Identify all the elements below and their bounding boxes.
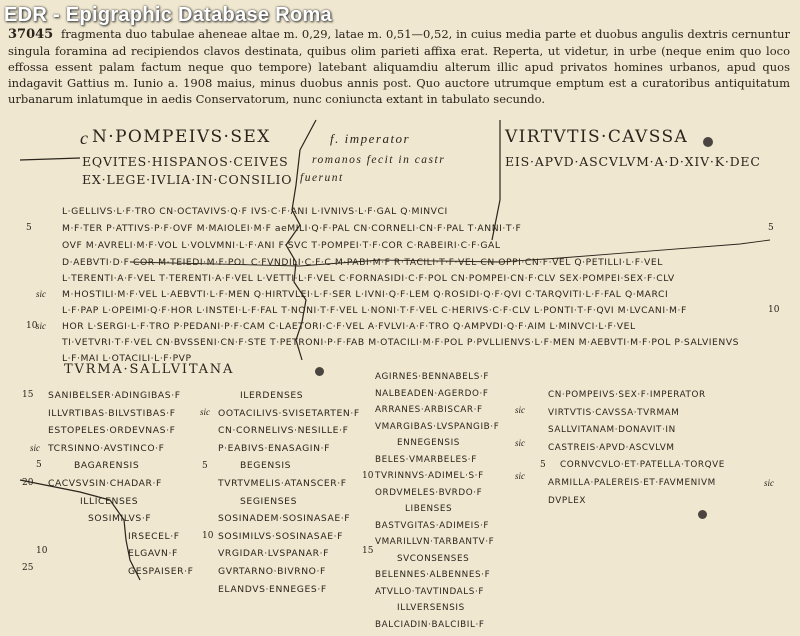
inscription-number: 37045: [8, 27, 53, 42]
line-number: 5: [202, 461, 208, 471]
line-number: 20: [22, 478, 33, 488]
consilium-row: HOR L·SERGI·L·F·TRO P·PEDANI·P·F·CAM C·LAETORI·C·F·VEL A·FVLVI·A·F·TRO Q·AMPVDI·Q·F·AIM L·MINVCI·L·F·VEL: [62, 321, 762, 332]
dedication-line: VIRTVTIS·CAVSSA·TVRMAM: [548, 408, 725, 426]
sic-mark: sic: [36, 289, 46, 299]
turma-heading: SVCONSENSES: [375, 554, 499, 571]
header-line1-name: N·POMPEIVS·SEX: [92, 127, 271, 147]
turma-entry: ORDVMELES·BVRDO·F: [375, 488, 499, 505]
turma-entry: TCRSINNO·AVSTINCO·F: [48, 443, 194, 461]
header-line1-restored: f. imperator: [330, 131, 410, 147]
turma-heading: BEGENSIS: [218, 460, 360, 478]
sic-mark: sic: [200, 407, 210, 417]
consilium-row: TI·VETVRI·T·F·VEL CN·BVSSENI·CN·F·STE T·PETRONI·P·F·FAB M·OTACILI·M·F·POL P·PVLLIENVS·L·F·MEN M·AEBVTI·M·F·POL P·SALVIENVS: [62, 337, 762, 348]
turma-entry: SOSIMILVS·SOSINASAE·F: [218, 531, 360, 549]
turma-entry: ATVLLO·TAVTINDALS·F: [375, 587, 499, 604]
turma-entry: SOSINADEM·SOSINASAE·F: [218, 513, 360, 531]
line-number: 10: [202, 531, 213, 541]
turma-entry: BELES·VMARBELES·F: [375, 455, 499, 472]
turma-entry: BASTVGITAS·ADIMEIS·F: [375, 521, 499, 538]
sic-mark: sic: [36, 321, 46, 331]
turma-entry: GESPAISER·F: [48, 566, 194, 584]
header-c: c: [80, 128, 90, 149]
turma-entry: VRGIDAR·LVSPANAR·F: [218, 548, 360, 566]
header-line1-virtutis: VIRTVTIS·CAVSSA: [505, 127, 688, 147]
consilium-row: OVF M·AVRELI·M·F·VOL L·VOLVMNI·L·F·ANI F·SVC T·POMPEI·T·F·COR C·RABEIRI·C·F·GAL: [62, 240, 762, 251]
turma-entry: OOTACILIVS·SVISETARTEN·F: [218, 408, 360, 426]
line-number: 5: [540, 460, 546, 470]
turma-title: TVRMA·SALLVITANA: [64, 362, 234, 377]
line-number: 5: [26, 223, 32, 233]
dedication-line: CASTREIS·APVD·ASCVLVM: [548, 443, 725, 461]
dedication-line: CN·POMPEIVS·SEX·F·IMPERATOR: [548, 390, 725, 408]
consilium-row: L·F·PAP L·OPEIMI·Q·F·HOR L·INSTEI·L·F·FAL T·NONI·T·F·VEL L·NONI·T·F·VEL C·HERIVS·C·F·CLV L·PONTI·T·F·QVI M·LVCANI·M·F: [62, 305, 762, 316]
dedication-line: DVPLEX: [548, 496, 725, 514]
line-number: 15: [22, 390, 33, 400]
line-number: 10: [36, 546, 47, 556]
turma-entry: ILLVRTIBAS·BILVSTIBAS·F: [48, 408, 194, 426]
turma-heading: ILLVERSENSIS: [375, 603, 499, 620]
turma-heading: ILLICENSES: [48, 496, 194, 514]
line-number: 15: [362, 546, 373, 556]
turma-entry: TVRINNVS·ADIMEL·S·F: [375, 471, 499, 488]
turma-entry: SOSIMILVS·F: [48, 513, 194, 531]
turma-heading: ENNEGENSIS: [375, 438, 499, 455]
header-line2-castreis: EIS·APVD·ASCVLVM·A·D·XIV·K·DEC: [505, 154, 761, 169]
sic-mark: sic: [764, 478, 774, 488]
turma-heading: BAGARENSIS: [48, 460, 194, 478]
consilium-row: D·AEBVTI·D·F·COR M·TEIEDI·M·F·POL C·FVNDILI·C·F·C M·PABI·M·F R·TACILI·T·F·VEL CN·OPPI·CN·F·VEL Q·PETILLI·L·F·VEL: [62, 257, 762, 268]
consilium-row: L·TERENTI·A·F·VEL T·TERENTI·A·F·VEL L·VETTI·L·F·VEL C·FORNASIDI·C·F·POL CN·POMPEI·CN·F·CLV SEX·POMPEI·SEX·F·CLV: [62, 273, 762, 284]
turma-entry: TVRTVMELIS·ATANSCER·F: [218, 478, 360, 496]
turma-entry: BELENNES·ALBENNES·F: [375, 570, 499, 587]
turma-entry: CN·CORNELIVS·NESILLE·F: [218, 425, 360, 443]
line-number: 10: [362, 471, 373, 481]
turma-entry: BALCIADIN·BALCIBIL·F: [375, 620, 499, 636]
sic-mark: sic: [515, 438, 525, 448]
turma-entry: ARRANES·ARBISCAR·F: [375, 405, 499, 422]
turma-entry: GVRTARNO·BIVRNO·F: [218, 566, 360, 584]
sic-mark: sic: [30, 443, 40, 453]
line-number: 25: [22, 563, 33, 573]
consilium-row: L·F·MAI L·OTACILI·L·F·PVP: [62, 353, 762, 364]
watermark: EDR - Epigraphic Database Roma: [4, 4, 332, 27]
turma-entry: ELANDVS·ENNEGES·F: [218, 584, 360, 602]
turma-entry: IRSECEL·F: [48, 531, 194, 549]
line-number: 10: [26, 321, 37, 331]
turma-entry: ELGAVN·F: [48, 548, 194, 566]
turma-entry: NALBEADEN·AGERDO·F: [375, 389, 499, 406]
turma-entry: AGIRNES·BENNABELS·F: [375, 372, 499, 389]
turma-entry: ESTOPELES·ORDEVNAS·F: [48, 425, 194, 443]
dedication-line: ARMILLA·PALEREIS·ET·FAVMENIVM: [548, 478, 725, 496]
consilium-row: L·GELLIVS·L·F·TRO CN·OCTAVIVS·Q·F IVS·C·F·ANI L·IVNIVS·L·F·GAL Q·MINVCI: [62, 206, 762, 217]
header-line3-lege: EX·LEGE·IVLIA·IN·CONSILIO: [82, 172, 292, 187]
turma-entry: VMARILLVN·TARBANTV·F: [375, 537, 499, 554]
turma-heading: ILERDENSES: [218, 390, 360, 408]
line-number: 5: [768, 223, 774, 233]
turma-heading: SEGIENSES: [218, 496, 360, 514]
turma-entry: CACVSVSIN·CHADAR·F: [48, 478, 194, 496]
turma-entry: SANIBELSER·ADINGIBAS·F: [48, 390, 194, 408]
commentary-text: fragmenta duo tabulae aheneae altae m. 0,29, latae m. 0,51—0,52, in cuius media parte et duobus angulis dextris cernuntur singula foramina ad recipiendos clavos destinata, quibus olim parieti affixa erat. Reperta, ut videtur, in urbe (neque enim quo loco effossa essent palam factum neque quo tempore) latebant aliquamdiu alterum illic apud privatos homines urbanos, apud quos indagavit Gattius m. Iunio a. 1908 maius, minus duobus annis post. Quo auctore utrumque emptum est a curatoribus antiquitatum urbanarum inlatumque in aedis Conservatorum, nunc coniuncta extant in tabulato secundo.: [8, 27, 790, 106]
header-line2-restored: romanos fecit in castr: [312, 154, 445, 166]
line-number: 10: [768, 305, 779, 315]
sic-mark: sic: [515, 471, 525, 481]
dedication-line: SALLVITANAM·DONAVIT·IN: [548, 425, 725, 443]
turma-entry: VMARGIBAS·LVSPANGIB·F: [375, 422, 499, 439]
sic-mark: sic: [515, 405, 525, 415]
turma-entry: P·EABIVS·ENASAGIN·F: [218, 443, 360, 461]
consilium-row: M·F·TER P·ATTIVS·P·F·OVF M·MAIOLEI·M·F aeMILI·Q·F·PAL CN·CORNELI·CN·F·PAL T·ANNI·T·F: [62, 223, 762, 234]
consilium-row: M·HOSTILI·M·F·VEL L·AEBVTI·L·F·MEN Q·HIRTVLEI·L·F·SER L·IVNI·Q·F·LEM Q·ROSIDI·Q·F·QVI C·TARQVITI·L·F·FAL Q·MARCI: [62, 289, 762, 300]
line-number: 5: [36, 460, 42, 470]
dedication-line: CORNVCVLO·ET·PATELLA·TORQVE: [548, 460, 725, 478]
header-line2-equites: EQVITES·HISPANOS·CEIVES: [82, 154, 289, 169]
header-line3-fuerunt: fuerunt: [300, 172, 344, 184]
turma-heading: LIBENSES: [375, 504, 499, 521]
